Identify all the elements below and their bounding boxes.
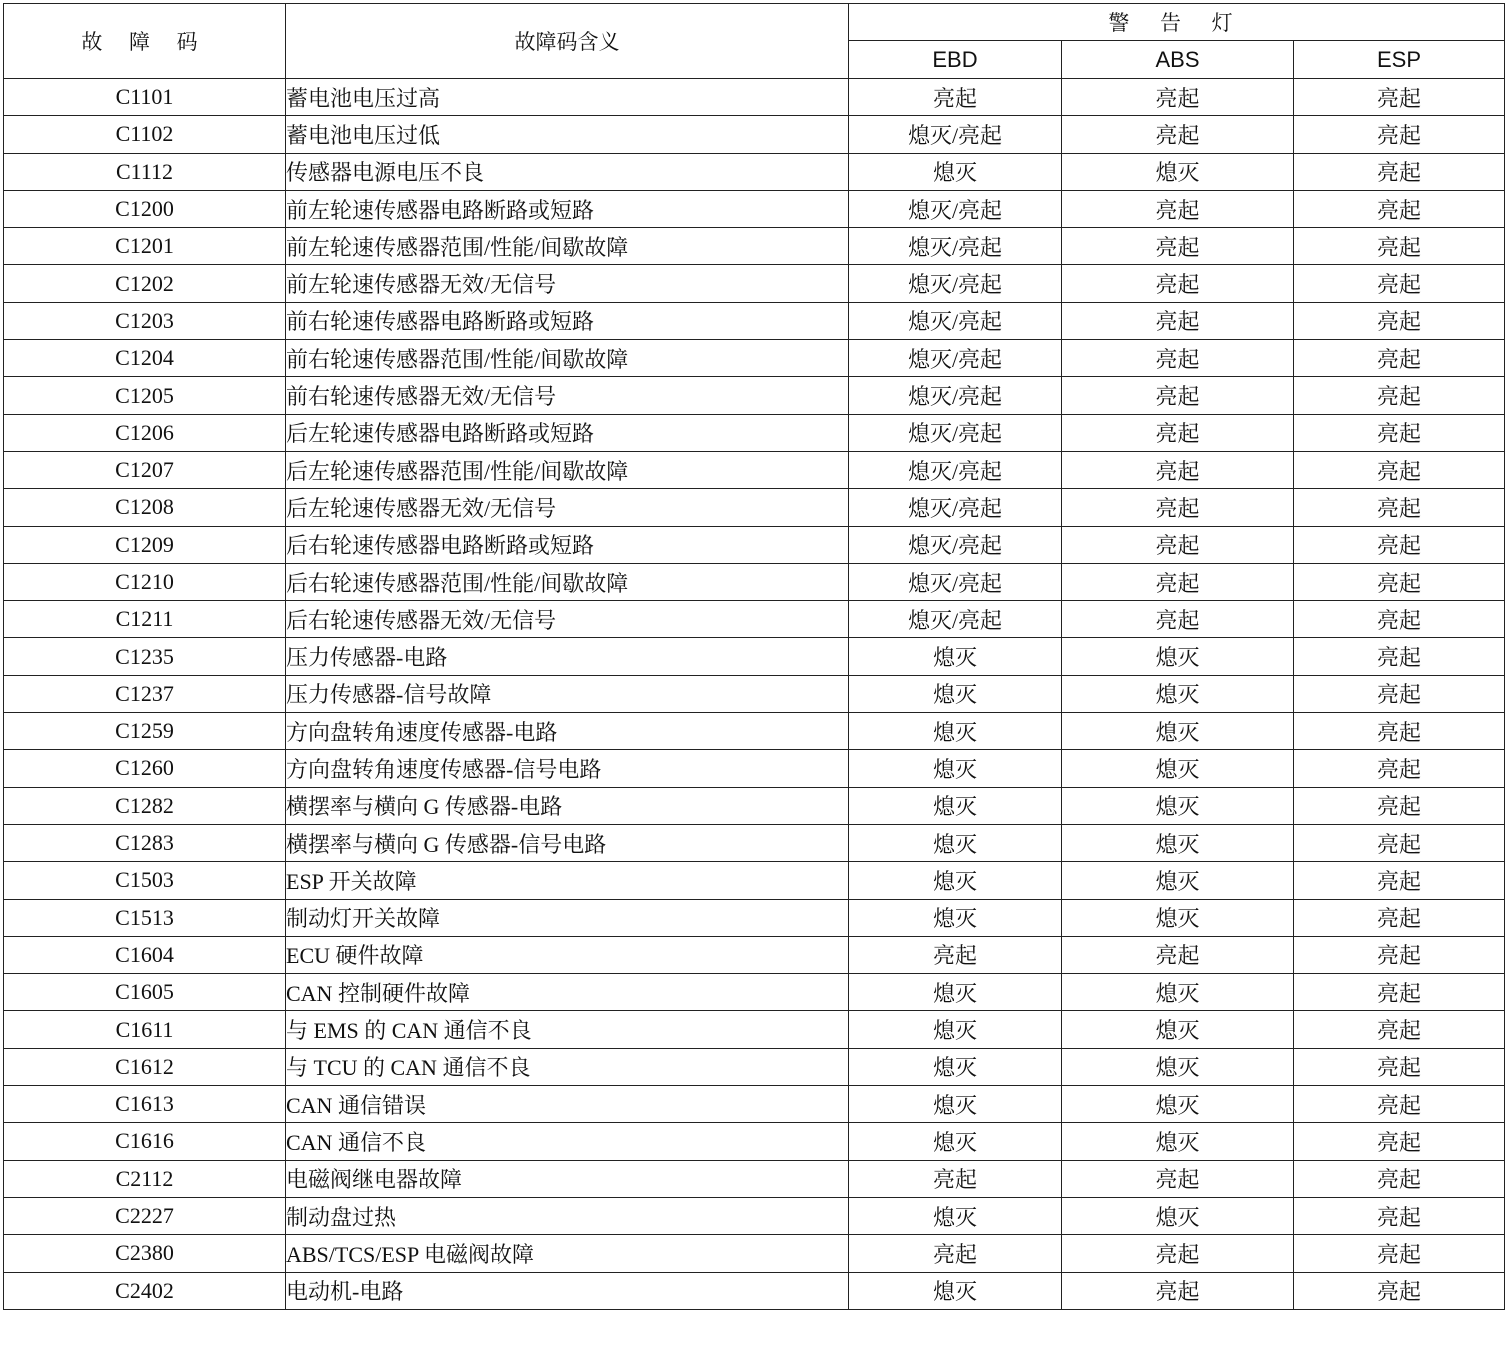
esp-status-cell: 亮起 [1294, 862, 1505, 899]
fault-code-cell: C1208 [4, 489, 286, 526]
fault-code-cell: C1206 [4, 414, 286, 451]
abs-status-cell: 熄灭 [1062, 1011, 1294, 1048]
fault-code-cell: C1604 [4, 936, 286, 973]
dtc-table [3, 3, 1505, 1310]
abs-status-cell: 亮起 [1062, 489, 1294, 526]
table-row [4, 414, 1505, 451]
table-row [4, 1235, 1505, 1272]
esp-status-cell: 亮起 [1294, 1086, 1505, 1123]
table-row [4, 638, 1505, 675]
table-header [4, 4, 1505, 79]
esp-status-cell: 亮起 [1294, 1011, 1505, 1048]
abs-status-cell: 熄灭 [1062, 1123, 1294, 1160]
abs-status-cell: 熄灭 [1062, 899, 1294, 936]
ebd-status-cell: 熄灭 [849, 1123, 1062, 1160]
ebd-status-cell: 熄灭/亮起 [849, 340, 1062, 377]
esp-status-cell: 亮起 [1294, 638, 1505, 675]
ebd-status-cell: 熄灭 [849, 638, 1062, 675]
fault-meaning-cell: 前左轮速传感器范围/性能/间歇故障 [286, 228, 849, 265]
esp-status-cell: 亮起 [1294, 228, 1505, 265]
abs-status-cell: 亮起 [1062, 302, 1294, 339]
ebd-status-cell: 熄灭 [849, 824, 1062, 861]
fault-code-cell: C1102 [4, 116, 286, 153]
abs-status-cell: 熄灭 [1062, 1197, 1294, 1234]
fault-meaning-cell: CAN 通信错误 [286, 1086, 849, 1123]
abs-status-cell: 亮起 [1062, 563, 1294, 600]
ebd-status-cell: 熄灭/亮起 [849, 377, 1062, 414]
ebd-status-cell: 熄灭 [849, 899, 1062, 936]
table-row [4, 1048, 1505, 1085]
table-row [4, 824, 1505, 861]
table-row [4, 1123, 1505, 1160]
fault-meaning-cell: 后左轮速传感器范围/性能/间歇故障 [286, 451, 849, 488]
table-row [4, 787, 1505, 824]
fault-meaning-cell: 后右轮速传感器电路断路或短路 [286, 526, 849, 563]
ebd-status-cell: 熄灭 [849, 153, 1062, 190]
esp-status-cell: 亮起 [1294, 340, 1505, 377]
abs-status-cell: 熄灭 [1062, 824, 1294, 861]
fault-code-cell: C1260 [4, 750, 286, 787]
esp-status-cell: 亮起 [1294, 526, 1505, 563]
fault-meaning-cell: 与 EMS 的 CAN 通信不良 [286, 1011, 849, 1048]
header-warning-lamp: 警 告 灯 [849, 4, 1505, 41]
fault-code-cell: C1613 [4, 1086, 286, 1123]
fault-code-cell: C1202 [4, 265, 286, 302]
table-row [4, 228, 1505, 265]
table-row [4, 340, 1505, 377]
ebd-status-cell: 亮起 [849, 936, 1062, 973]
esp-status-cell: 亮起 [1294, 451, 1505, 488]
esp-status-cell: 亮起 [1294, 936, 1505, 973]
table-row [4, 899, 1505, 936]
fault-code-cell: C1201 [4, 228, 286, 265]
ebd-status-cell: 熄灭/亮起 [849, 526, 1062, 563]
header-abs: ABS [1062, 41, 1294, 79]
abs-status-cell: 亮起 [1062, 1235, 1294, 1272]
abs-status-cell: 熄灭 [1062, 675, 1294, 712]
abs-status-cell: 亮起 [1062, 1272, 1294, 1309]
esp-status-cell: 亮起 [1294, 974, 1505, 1011]
abs-status-cell: 亮起 [1062, 340, 1294, 377]
ebd-status-cell: 熄灭/亮起 [849, 228, 1062, 265]
abs-status-cell: 亮起 [1062, 601, 1294, 638]
fault-meaning-cell: 前左轮速传感器无效/无信号 [286, 265, 849, 302]
esp-status-cell: 亮起 [1294, 489, 1505, 526]
fault-meaning-cell: 与 TCU 的 CAN 通信不良 [286, 1048, 849, 1085]
ebd-status-cell: 熄灭 [849, 1197, 1062, 1234]
abs-status-cell: 亮起 [1062, 451, 1294, 488]
ebd-status-cell: 熄灭/亮起 [849, 601, 1062, 638]
esp-status-cell: 亮起 [1294, 302, 1505, 339]
header-fault-code: 故 障 码 [4, 4, 286, 79]
table-row [4, 1011, 1505, 1048]
abs-status-cell: 熄灭 [1062, 638, 1294, 675]
abs-status-cell: 亮起 [1062, 116, 1294, 153]
fault-code-cell: C1612 [4, 1048, 286, 1085]
ebd-status-cell: 熄灭 [849, 713, 1062, 750]
table-row [4, 713, 1505, 750]
esp-status-cell: 亮起 [1294, 1197, 1505, 1234]
ebd-status-cell: 熄灭 [849, 750, 1062, 787]
abs-status-cell: 亮起 [1062, 526, 1294, 563]
abs-status-cell: 亮起 [1062, 190, 1294, 227]
fault-meaning-cell: 电磁阀继电器故障 [286, 1160, 849, 1197]
abs-status-cell: 熄灭 [1062, 787, 1294, 824]
ebd-status-cell: 亮起 [849, 1235, 1062, 1272]
table-row [4, 1197, 1505, 1234]
fault-meaning-cell: ECU 硬件故障 [286, 936, 849, 973]
abs-status-cell: 熄灭 [1062, 1048, 1294, 1085]
fault-meaning-cell: 前右轮速传感器无效/无信号 [286, 377, 849, 414]
table-row [4, 116, 1505, 153]
esp-status-cell: 亮起 [1294, 265, 1505, 302]
table-row [4, 675, 1505, 712]
fault-code-cell: C1259 [4, 713, 286, 750]
table-row [4, 974, 1505, 1011]
table-row [4, 862, 1505, 899]
esp-status-cell: 亮起 [1294, 601, 1505, 638]
fault-code-cell: C2112 [4, 1160, 286, 1197]
abs-status-cell: 亮起 [1062, 265, 1294, 302]
ebd-status-cell: 熄灭 [849, 1011, 1062, 1048]
fault-code-cell: C1513 [4, 899, 286, 936]
fault-meaning-cell: 压力传感器-电路 [286, 638, 849, 675]
esp-status-cell: 亮起 [1294, 824, 1505, 861]
abs-status-cell: 熄灭 [1062, 1086, 1294, 1123]
ebd-status-cell: 熄灭 [849, 675, 1062, 712]
fault-meaning-cell: 电动机-电路 [286, 1272, 849, 1309]
fault-meaning-cell: ABS/TCS/ESP 电磁阀故障 [286, 1235, 849, 1272]
fault-code-cell: C1605 [4, 974, 286, 1011]
fault-meaning-cell: 传感器电源电压不良 [286, 153, 849, 190]
fault-code-cell: C1611 [4, 1011, 286, 1048]
fault-meaning-cell: 蓄电池电压过低 [286, 116, 849, 153]
ebd-status-cell: 熄灭/亮起 [849, 116, 1062, 153]
fault-meaning-cell: 后右轮速传感器无效/无信号 [286, 601, 849, 638]
fault-meaning-cell: 横摆率与横向 G 传感器-电路 [286, 787, 849, 824]
header-ebd: EBD [849, 41, 1062, 79]
esp-status-cell: 亮起 [1294, 750, 1505, 787]
fault-meaning-cell: 蓄电池电压过高 [286, 79, 849, 116]
table-row [4, 190, 1505, 227]
table-row [4, 489, 1505, 526]
fault-meaning-cell: 方向盘转角速度传感器-电路 [286, 713, 849, 750]
ebd-status-cell: 熄灭/亮起 [849, 265, 1062, 302]
fault-meaning-cell: 前左轮速传感器电路断路或短路 [286, 190, 849, 227]
table-row [4, 153, 1505, 190]
fault-code-cell: C1101 [4, 79, 286, 116]
ebd-status-cell: 熄灭 [849, 1048, 1062, 1085]
table-row [4, 526, 1505, 563]
abs-status-cell: 亮起 [1062, 228, 1294, 265]
table-row [4, 265, 1505, 302]
esp-status-cell: 亮起 [1294, 675, 1505, 712]
abs-status-cell: 亮起 [1062, 936, 1294, 973]
fault-code-cell: C2402 [4, 1272, 286, 1309]
esp-status-cell: 亮起 [1294, 1123, 1505, 1160]
fault-meaning-cell: 后右轮速传感器范围/性能/间歇故障 [286, 563, 849, 600]
fault-meaning-cell: CAN 控制硬件故障 [286, 974, 849, 1011]
fault-meaning-cell: 压力传感器-信号故障 [286, 675, 849, 712]
table-row [4, 936, 1505, 973]
esp-status-cell: 亮起 [1294, 1160, 1505, 1197]
fault-code-cell: C1235 [4, 638, 286, 675]
fault-code-cell: C2380 [4, 1235, 286, 1272]
fault-code-cell: C1503 [4, 862, 286, 899]
table-row [4, 1272, 1505, 1309]
fault-meaning-cell: 方向盘转角速度传感器-信号电路 [286, 750, 849, 787]
esp-status-cell: 亮起 [1294, 713, 1505, 750]
table-row [4, 563, 1505, 600]
abs-status-cell: 亮起 [1062, 1160, 1294, 1197]
table-row [4, 451, 1505, 488]
fault-meaning-cell: 制动灯开关故障 [286, 899, 849, 936]
fault-meaning-cell: 横摆率与横向 G 传感器-信号电路 [286, 824, 849, 861]
fault-code-cell: C1203 [4, 302, 286, 339]
header-esp: ESP [1294, 41, 1505, 79]
fault-code-cell: C1204 [4, 340, 286, 377]
fault-code-cell: C1283 [4, 824, 286, 861]
ebd-status-cell: 熄灭/亮起 [849, 190, 1062, 227]
fault-meaning-cell: 后左轮速传感器无效/无信号 [286, 489, 849, 526]
esp-status-cell: 亮起 [1294, 190, 1505, 227]
esp-status-cell: 亮起 [1294, 899, 1505, 936]
esp-status-cell: 亮起 [1294, 153, 1505, 190]
fault-meaning-cell: 后左轮速传感器电路断路或短路 [286, 414, 849, 451]
ebd-status-cell: 熄灭 [849, 974, 1062, 1011]
esp-status-cell: 亮起 [1294, 1272, 1505, 1309]
esp-status-cell: 亮起 [1294, 414, 1505, 451]
abs-status-cell: 亮起 [1062, 414, 1294, 451]
fault-code-cell: C1616 [4, 1123, 286, 1160]
fault-meaning-cell: 制动盘过热 [286, 1197, 849, 1234]
esp-status-cell: 亮起 [1294, 1235, 1505, 1272]
fault-code-cell: C1209 [4, 526, 286, 563]
table-row [4, 1160, 1505, 1197]
fault-code-cell: C1205 [4, 377, 286, 414]
esp-status-cell: 亮起 [1294, 79, 1505, 116]
table-row [4, 1086, 1505, 1123]
table-row [4, 377, 1505, 414]
ebd-status-cell: 熄灭 [849, 787, 1062, 824]
ebd-status-cell: 亮起 [849, 79, 1062, 116]
esp-status-cell: 亮起 [1294, 116, 1505, 153]
fault-meaning-cell: 前右轮速传感器范围/性能/间歇故障 [286, 340, 849, 377]
esp-status-cell: 亮起 [1294, 787, 1505, 824]
fault-code-cell: C1211 [4, 601, 286, 638]
fault-code-cell: C1112 [4, 153, 286, 190]
fault-meaning-cell: 前右轮速传感器电路断路或短路 [286, 302, 849, 339]
table-row [4, 750, 1505, 787]
fault-code-cell: C1237 [4, 675, 286, 712]
ebd-status-cell: 熄灭/亮起 [849, 302, 1062, 339]
abs-status-cell: 亮起 [1062, 377, 1294, 414]
ebd-status-cell: 熄灭/亮起 [849, 489, 1062, 526]
ebd-status-cell: 熄灭/亮起 [849, 451, 1062, 488]
fault-meaning-cell: ESP 开关故障 [286, 862, 849, 899]
esp-status-cell: 亮起 [1294, 377, 1505, 414]
ebd-status-cell: 熄灭 [849, 1272, 1062, 1309]
ebd-status-cell: 熄灭 [849, 1086, 1062, 1123]
table-row [4, 601, 1505, 638]
table-body [4, 79, 1505, 1310]
header-fault-meaning: 故障码含义 [286, 4, 849, 79]
table-row [4, 79, 1505, 116]
esp-status-cell: 亮起 [1294, 1048, 1505, 1085]
ebd-status-cell: 亮起 [849, 1160, 1062, 1197]
abs-status-cell: 熄灭 [1062, 153, 1294, 190]
table-row [4, 302, 1505, 339]
fault-meaning-cell: CAN 通信不良 [286, 1123, 849, 1160]
ebd-status-cell: 熄灭/亮起 [849, 563, 1062, 600]
abs-status-cell: 熄灭 [1062, 974, 1294, 1011]
abs-status-cell: 熄灭 [1062, 862, 1294, 899]
fault-code-cell: C1200 [4, 190, 286, 227]
fault-code-cell: C2227 [4, 1197, 286, 1234]
ebd-status-cell: 熄灭/亮起 [849, 414, 1062, 451]
abs-status-cell: 熄灭 [1062, 713, 1294, 750]
fault-code-cell: C1282 [4, 787, 286, 824]
abs-status-cell: 亮起 [1062, 79, 1294, 116]
ebd-status-cell: 熄灭 [849, 862, 1062, 899]
fault-code-cell: C1207 [4, 451, 286, 488]
abs-status-cell: 熄灭 [1062, 750, 1294, 787]
fault-code-cell: C1210 [4, 563, 286, 600]
esp-status-cell: 亮起 [1294, 563, 1505, 600]
